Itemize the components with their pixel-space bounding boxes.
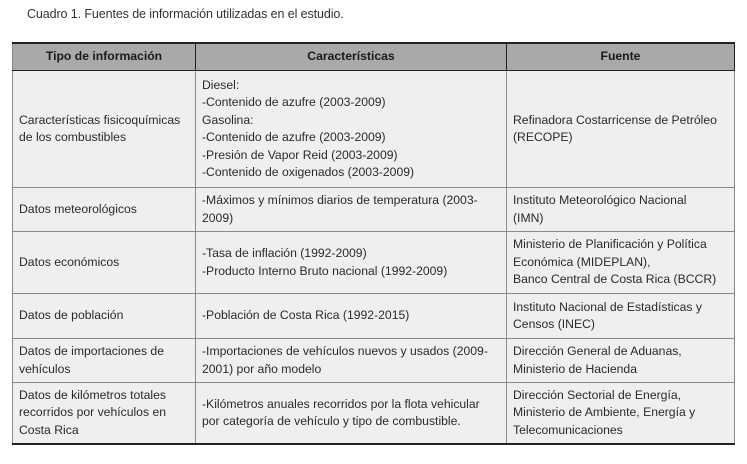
cell-line: Dirección General de Aduanas,	[513, 344, 682, 358]
cell-line: (IMN)	[513, 210, 544, 225]
cell-line: Dirección Sectorial de Energía,	[513, 387, 682, 402]
table-row	[13, 232, 735, 294]
sources-table	[12, 42, 735, 445]
cell-tipo: Datos de kilómetros totales recorridos por vehículos en Costa Rica	[13, 383, 196, 445]
header-fuente: Fuente	[507, 43, 735, 71]
cell-line: -Población de Costa Rica (1992-2015)	[202, 308, 410, 323]
table-row	[13, 383, 735, 445]
cell-line: -Contenido de azufre (2003-2009)	[202, 95, 386, 109]
cell-line: Económica (MIDEPLAN),	[513, 254, 651, 269]
cell-line: -Máximos y mínimos diarios de temperatura (2003-	[202, 193, 478, 207]
cell-caracteristicas	[196, 71, 507, 188]
cell-line: Ministerio de Ambiente, Energía y	[513, 405, 696, 420]
cell-caracteristicas	[196, 339, 507, 383]
cell-line: Censos (INEC)	[513, 317, 595, 331]
cell-line: Telecomunicaciones	[513, 422, 623, 437]
cell-fuente	[507, 71, 735, 188]
cell-line: -Importaciones de vehículos nuevos y usados (2009-	[202, 344, 488, 358]
cell-fuente	[507, 383, 735, 445]
cell-tipo: Datos meteorológicos	[13, 188, 196, 232]
cell-line: Instituto Nacional de Estadísticas y	[513, 299, 703, 314]
cell-fuente	[507, 232, 735, 294]
header-tipo: Tipo de información	[13, 43, 196, 71]
cell-line: Ministerio de Hacienda	[513, 361, 637, 376]
cell-tipo: Datos de importaciones de vehículos	[13, 339, 196, 383]
cell-line: -Producto Interno Bruto nacional (1992-2009)	[202, 263, 448, 278]
table-header-row	[13, 43, 735, 71]
cell-line: (RECOPE)	[513, 130, 573, 144]
cell-line: Refinadora Costarricense de Petróleo	[513, 112, 717, 127]
cell-line: Diesel:	[202, 77, 240, 92]
table-row	[13, 71, 735, 188]
cell-tipo: Características fisicoquímicas de los combustibles	[13, 71, 196, 188]
cell-caracteristicas	[196, 383, 507, 445]
cell-tipo: Datos económicos	[13, 232, 196, 294]
cell-line: 2009)	[202, 210, 234, 225]
cell-line: -Contenido de oxigenados (2003-2009)	[202, 165, 415, 179]
cell-caracteristicas	[196, 232, 507, 294]
cell-line: Ministerio de Planificación y Política	[513, 237, 707, 252]
cell-line: -Kilómetros anuales recorridos por la flota vehicular	[202, 396, 480, 411]
cell-line: -Contenido de azufre (2003-2009)	[202, 130, 386, 144]
cell-tipo: Datos de población	[13, 294, 196, 339]
header-caracteristicas: Características	[196, 43, 507, 71]
cell-line: Instituto Meteorológico Nacional	[513, 193, 687, 207]
table-row	[13, 294, 735, 339]
cell-fuente	[507, 188, 735, 232]
table-row	[13, 339, 735, 383]
cell-caracteristicas	[196, 294, 507, 339]
cell-line: por categoría de vehículo y tipo de combustible.	[202, 414, 461, 428]
cell-caracteristicas	[196, 188, 507, 232]
table-caption: Cuadro 1. Fuentes de información utilizadas en el estudio.	[27, 7, 344, 21]
cell-line: Gasolina:	[202, 112, 254, 127]
cell-line: Banco Central de Costa Rica (BCCR)	[513, 272, 717, 287]
cell-fuente	[507, 339, 735, 383]
cell-fuente	[507, 294, 735, 339]
table-row	[13, 188, 735, 232]
cell-line: 2001) por año modelo	[202, 361, 322, 376]
cell-line: -Tasa de inflación (1992-2009)	[202, 246, 367, 260]
cell-line: -Presión de Vapor Reid (2003-2009)	[202, 147, 398, 162]
